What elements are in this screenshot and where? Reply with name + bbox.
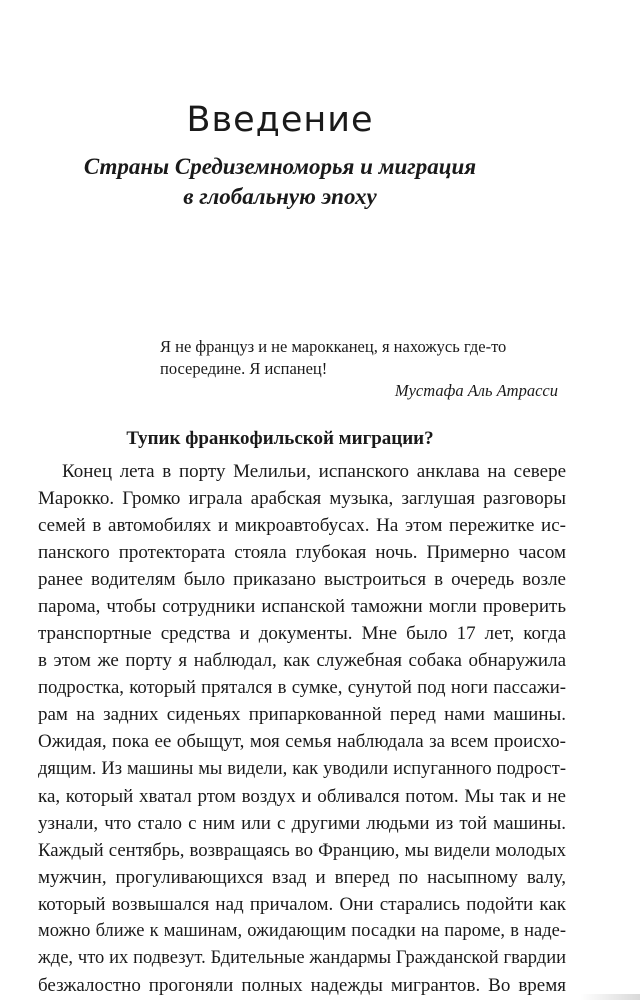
body-line: можно ближе к машинам, ожидающим посадки на пароме, в наде- bbox=[38, 920, 566, 941]
body-line: безжалостно прогоняли полных надежды мигрантов. Во время bbox=[38, 974, 566, 996]
body-line: ранее водителям было приказано выстроиться в очередь возле bbox=[38, 569, 566, 591]
body-line: парома, чтобы сотрудники испанской таможни могли проверить bbox=[38, 596, 566, 618]
body-line: в этом же порту я наблюдал, как служебная собака обнаружила bbox=[38, 650, 566, 672]
body-line: семей в автомобилях и микроавтобусах. На этом пережитке ис- bbox=[38, 515, 566, 537]
body-line: Марокко. Громко играла арабская музыка, заглушая разговоры bbox=[38, 488, 566, 510]
body-line: Конец лета в порту Мелильи, испанского анклава на севере bbox=[62, 461, 566, 482]
body-line: панского протектората стояла глубокая ночь. Примерно часом bbox=[38, 542, 566, 564]
section-heading: Тупик франкофильской миграции? bbox=[126, 428, 434, 449]
body-line: узнали, что стало с ним или с другими людьми из той машины. bbox=[38, 812, 566, 834]
body-line: Ожидая, пока ее обыщут, моя семья наблюдала за всем происхо- bbox=[38, 731, 566, 753]
chapter-subtitle bbox=[0, 152, 560, 212]
body-line: ка, который хватал ртом воздух и обливался потом. Мы так и не bbox=[38, 785, 566, 807]
body-line: дящим. Из машины мы видели, как уводили испуганного подрост- bbox=[38, 758, 566, 779]
body-line: подростка, который прятался в сумке, сунутой под ноги пассажи- bbox=[38, 677, 566, 699]
chapter-title: Введение bbox=[186, 100, 374, 140]
chapter-subtitle-line-1: Страны Средиземноморья и миграция bbox=[83, 154, 477, 179]
body-line: мужчин, прогуливающихся взад и вперед по насыпному валу, bbox=[38, 866, 566, 888]
epigraph-author: Мустафа Аль Атрасси bbox=[394, 381, 558, 400]
chapter-subtitle-line-2: в глобальную эпоху bbox=[183, 184, 377, 209]
scan-edge-shadow bbox=[580, 994, 640, 1000]
epigraph-quote bbox=[160, 336, 560, 380]
epigraph-line-2: посередине. Я испанец! bbox=[160, 359, 328, 378]
epigraph-line-1: Я не француз и не марокканец, я нахожусь где-то bbox=[160, 337, 507, 356]
body-line: который возвышался над причалом. Они старались подойти как bbox=[38, 893, 566, 915]
body-line: рам на задних сиденьях припаркованной перед нами машины. bbox=[38, 704, 566, 726]
body-line: транспортные средства и документы. Мне было 17 лет, когда bbox=[38, 623, 566, 645]
body-paragraph bbox=[38, 458, 566, 999]
epigraph bbox=[160, 336, 560, 402]
body-line: Каждый сентябрь, возвращаясь во Францию, мы видели молодых bbox=[38, 839, 566, 861]
body-line: жде, что их подвезут. Бдительные жандармы Гражданской гвардии bbox=[38, 947, 566, 968]
